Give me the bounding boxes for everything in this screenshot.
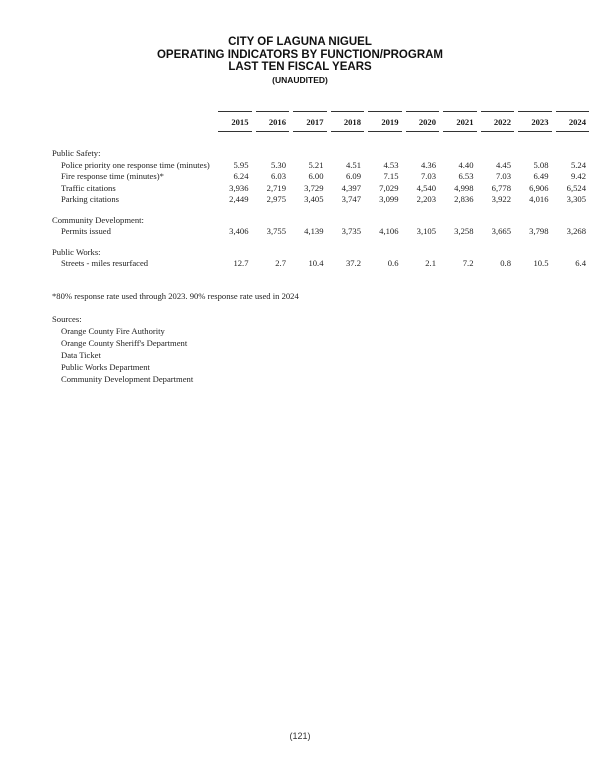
cell: 4,998 (454, 182, 474, 193)
year-header: 2017 (293, 111, 327, 132)
year-header: 2018 (331, 111, 365, 132)
table-row (52, 160, 589, 172)
section-title: Public Safety: (52, 148, 101, 158)
cell: 7.15 (383, 171, 399, 181)
cell: 4.45 (495, 159, 511, 170)
cell: 3,405 (304, 194, 324, 204)
report-period: LAST TEN FISCAL YEARS (228, 61, 372, 73)
page-number: (121) (289, 731, 311, 741)
cell: 7.03 (420, 171, 436, 181)
cell: 37.2 (345, 258, 361, 268)
cell: 3,922 (491, 194, 511, 204)
source-item: Orange County Fire Authority (61, 326, 165, 336)
table-row (52, 194, 589, 206)
section-title: Public Works: (52, 246, 101, 257)
cell: 3,747 (341, 194, 361, 204)
cell: 0.6 (387, 258, 399, 268)
source-item: Orange County Sheriff's Department (61, 338, 188, 348)
year-header: 2020 (406, 111, 440, 132)
year-header: 2015 (218, 111, 252, 132)
cell: 5.08 (533, 159, 549, 170)
cell: 2,719 (266, 182, 286, 193)
cell: 6.24 (233, 171, 249, 181)
cell: 4,016 (529, 194, 549, 204)
operating-indicators-table (52, 111, 589, 270)
cell: 2.1 (425, 258, 436, 268)
cell: 3,305 (566, 194, 586, 204)
cell: 4,397 (341, 182, 361, 193)
source-item: Data Ticket (61, 350, 101, 360)
cell: 3,729 (304, 182, 324, 193)
row-label: Traffic citations (61, 182, 116, 193)
cell: 9.42 (570, 171, 586, 181)
cell: 7.2 (462, 258, 474, 268)
year-header: 2022 (481, 111, 515, 132)
cell: 3,406 (229, 226, 249, 236)
cell: 3,735 (341, 226, 361, 236)
cell: 6.09 (345, 171, 361, 181)
footnote: *80% response rate used through 2023. 90% response rate used in 2024 (52, 291, 299, 301)
cell: 7.03 (495, 171, 511, 181)
cell: 6.49 (533, 171, 549, 181)
year-header: 2024 (556, 111, 590, 132)
row-label: Parking citations (61, 194, 119, 204)
year-header: 2019 (368, 111, 402, 132)
row-label: Fire response time (minutes)* (61, 171, 164, 181)
cell: 3,268 (566, 226, 586, 236)
cell: 2,203 (416, 194, 436, 204)
sources-list (52, 313, 193, 385)
cell: 2,449 (229, 194, 249, 204)
cell: 2,975 (266, 194, 286, 204)
section-title: Community Development: (52, 214, 144, 225)
row-label: Permits issued (61, 226, 111, 236)
cell: 3,258 (454, 226, 474, 236)
year-header-row (52, 111, 589, 132)
year-header: 2023 (518, 111, 552, 132)
cell: 3,936 (229, 182, 249, 193)
table-row (52, 258, 589, 270)
cell: 5.30 (270, 159, 286, 170)
cell: 5.95 (233, 159, 249, 170)
cell: 6,906 (529, 182, 549, 193)
cell: 4,139 (304, 226, 324, 236)
label-column-header (52, 111, 218, 132)
cell: 7,029 (379, 182, 399, 193)
cell: 2.7 (275, 258, 286, 268)
cell: 10.4 (308, 258, 324, 268)
cell: 3,665 (491, 226, 511, 236)
year-header: 2016 (256, 111, 290, 132)
cell: 3,105 (416, 226, 436, 236)
source-item: Public Works Department (61, 362, 150, 372)
cell: 4,540 (416, 182, 436, 193)
year-header: 2021 (443, 111, 477, 132)
audit-status: (UNAUDITED) (272, 74, 328, 85)
cell: 4.51 (345, 159, 361, 170)
cell: 6.03 (270, 171, 286, 181)
cell: 3,798 (529, 226, 549, 236)
cell: 6.4 (575, 258, 586, 268)
city-name: CITY OF LAGUNA NIGUEL (228, 36, 372, 48)
cell: 12.7 (233, 258, 249, 268)
cell: 4.53 (383, 159, 399, 170)
table-row (52, 183, 589, 195)
table-row (52, 171, 589, 183)
sources-title: Sources: (52, 314, 82, 324)
cell: 6.00 (308, 171, 324, 181)
cell: 3,755 (266, 226, 286, 236)
report-header (0, 36, 600, 86)
cell: 6,524 (566, 182, 586, 193)
cell: 4.36 (420, 159, 436, 170)
cell: 3,099 (379, 194, 399, 204)
report-title: OPERATING INDICATORS BY FUNCTION/PROGRAM (156, 48, 444, 61)
cell: 6,778 (491, 182, 511, 193)
cell: 5.21 (308, 159, 324, 170)
section-header-public-works (52, 247, 589, 259)
source-item: Community Development Department (61, 374, 194, 384)
cell: 5.24 (570, 159, 586, 170)
cell: 2,836 (454, 194, 474, 204)
row-label: Police priority one response time (minutes) (61, 159, 210, 170)
table-row (52, 226, 589, 238)
cell: 6.53 (458, 171, 474, 181)
cell: 10.5 (533, 258, 549, 268)
section-header-public-safety (52, 148, 589, 160)
cell: 4.40 (458, 159, 474, 170)
cell: 0.8 (500, 258, 511, 268)
section-header-community-development (52, 215, 589, 227)
row-label: Streets - miles resurfaced (61, 258, 149, 268)
cell: 4,106 (379, 226, 399, 236)
